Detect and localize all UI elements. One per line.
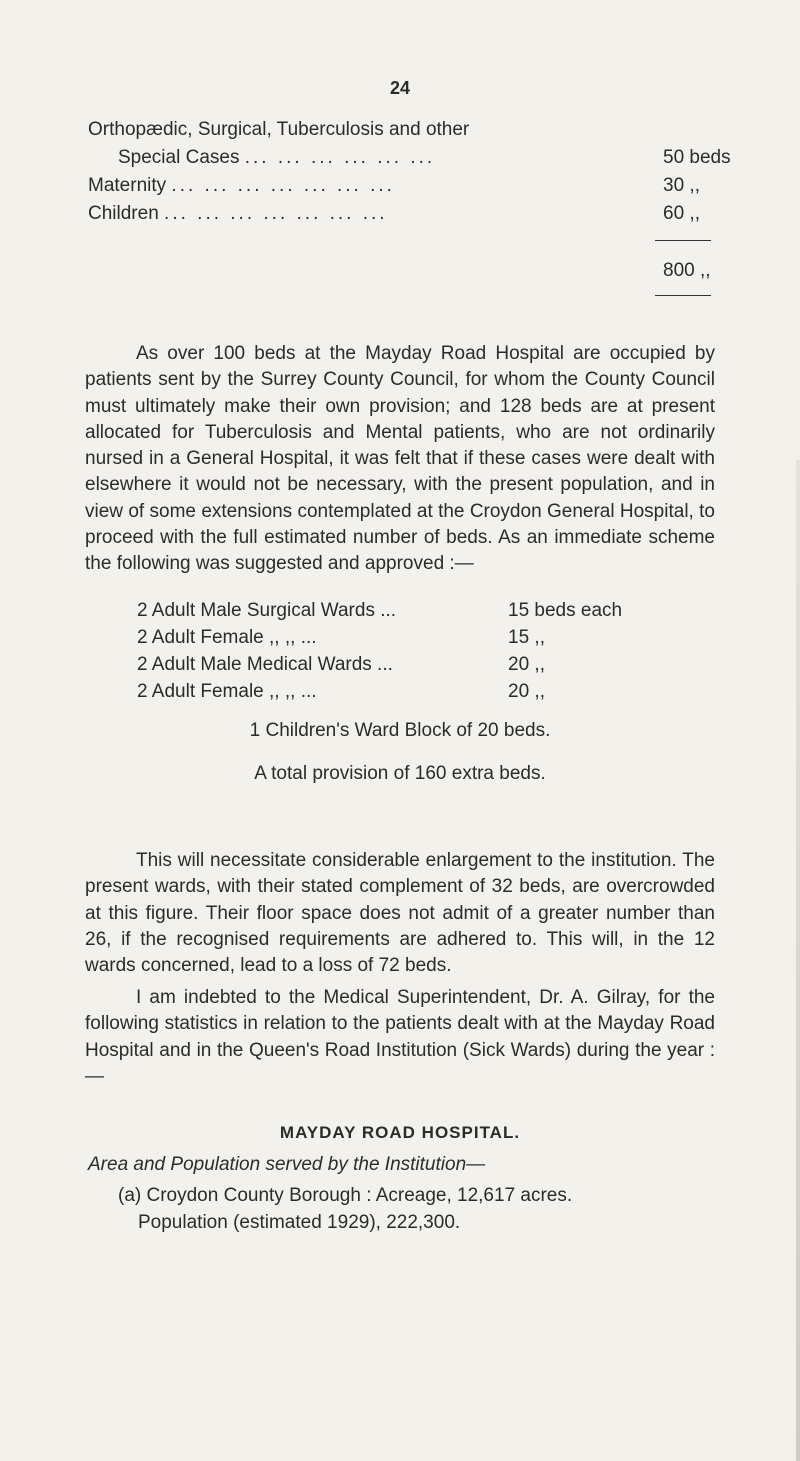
table-row-value: 30 ,, bbox=[663, 175, 700, 196]
paragraph-text: I am indebted to the Medical Superintendent, Dr. A. Gilray, for the following statistics in relation to the patients dealt with at the Mayday Road Hospital and in the Queen's Road Institution (Sick Wards) during the year :— bbox=[85, 987, 715, 1087]
table-row-label-line1: Orthopædic, Surgical, Tuberculosis and other bbox=[88, 119, 470, 140]
ward-row-value: 15 ,, bbox=[508, 627, 545, 648]
table-row-dots: ... ... ... ... ... ... ... bbox=[171, 175, 395, 196]
table-row bbox=[88, 202, 388, 226]
table-row-dots: ... ... ... ... ... ... bbox=[244, 147, 436, 168]
ward-row-label: 2 Adult Female ,, ,, ... bbox=[137, 627, 317, 648]
table-row-value: 60 ,, bbox=[663, 203, 700, 224]
table-total: 800 ,, bbox=[663, 260, 711, 281]
section-heading: MAYDAY ROAD HOSPITAL. bbox=[279, 1123, 521, 1142]
table-row-value: 50 beds bbox=[663, 147, 731, 168]
table-row bbox=[88, 174, 395, 198]
ward-row-label: 2 Adult Male Medical Wards ... bbox=[137, 654, 393, 675]
table-row-dots: ... ... ... ... ... ... ... bbox=[164, 203, 388, 224]
table-row-label: Special Cases bbox=[118, 147, 240, 168]
ward-row-label: 2 Adult Female ,, ,, ... bbox=[137, 681, 317, 702]
ward-row-value: 20 ,, bbox=[508, 654, 545, 675]
table-row bbox=[118, 146, 435, 170]
ward-row-label: 2 Adult Male Surgical Wards ... bbox=[137, 600, 397, 621]
ward-row-value: 15 beds each bbox=[508, 600, 623, 621]
divider bbox=[655, 295, 711, 296]
page-number: 24 bbox=[389, 78, 411, 98]
list-item: (a) Croydon County Borough : Acreage, 12,617 acres. bbox=[118, 1185, 573, 1206]
divider bbox=[655, 240, 711, 241]
paragraph bbox=[85, 985, 715, 1090]
paragraph-text: This will necessitate considerable enlargement to the institution. The present wards, with their stated complement of 32 beds, are overcrowded at this figure. Their floor space does not admit of a greater number than 26, if the recognised requirements are adhered to. This will, in the 12 wards concerned, lead to a loss of 72 beds. bbox=[85, 850, 715, 977]
children-ward-line: 1 Children's Ward Block of 20 beds. bbox=[249, 720, 551, 741]
table-row-label: Maternity bbox=[88, 175, 167, 196]
paragraph bbox=[85, 341, 715, 578]
area-heading: Area and Population served by the Institution— bbox=[88, 1154, 486, 1175]
page-edge-shadow bbox=[796, 460, 800, 1461]
paragraph bbox=[85, 848, 715, 979]
paragraph-text: As over 100 beds at the Mayday Road Hospital are occupied by patients sent by the Surrey County Council, for whom the County Council must ultimately make their own provision; and 128 beds are at present allocated for Tuberculosis and Mental patients, who are not ordinarily nursed in a General Hospital, it was felt that if these cases were dealt with elsewhere it would not be necessary, with the present population, and in view of some extensions contemplated at the Croydon General Hospital, to proceed with the full estimated number of beds. As an immediate scheme the following was suggested and approved :— bbox=[85, 343, 715, 575]
ward-row-value: 20 ,, bbox=[508, 681, 545, 702]
list-item-continuation: Population (estimated 1929), 222,300. bbox=[138, 1212, 461, 1233]
total-provision-line: A total provision of 160 extra beds. bbox=[254, 763, 546, 784]
table-row-label: Children bbox=[88, 203, 159, 224]
